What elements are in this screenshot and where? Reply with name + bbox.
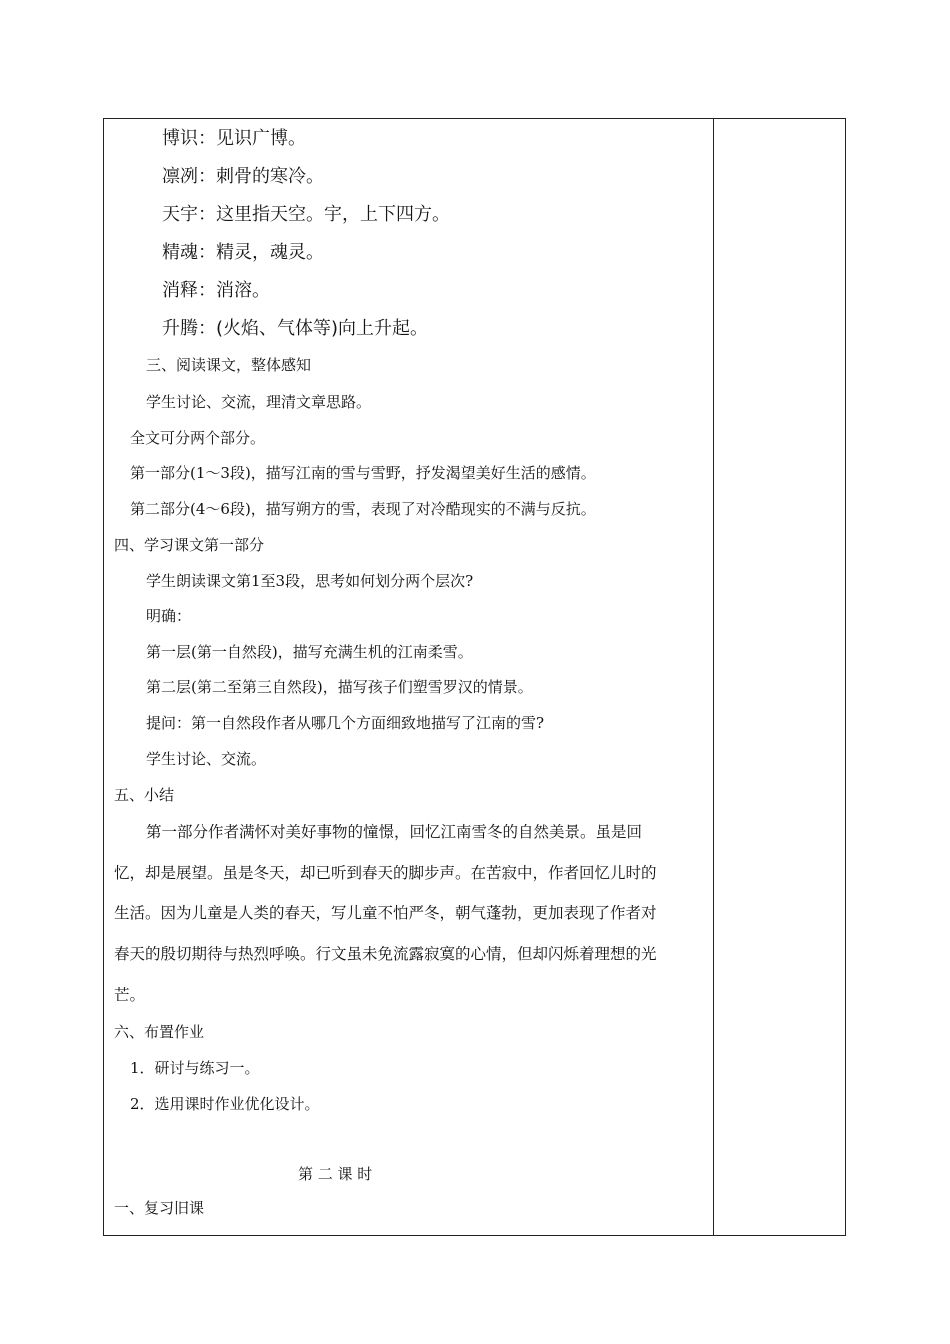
section-6-heading: 六、布置作业 xyxy=(114,1023,205,1041)
vocab-item-tianyu: 天宇：这里指天空。宇，上下四方。 xyxy=(162,204,450,225)
paragraph: 明确： xyxy=(146,607,192,625)
paragraph: 学生讨论、交流。 xyxy=(146,750,267,768)
paragraph: 全文可分两个部分。 xyxy=(130,429,266,447)
section-3-heading: 三、阅读课文，整体感知 xyxy=(146,356,312,374)
vocab-item-jinghun: 精魂：精灵，魂灵。 xyxy=(162,242,324,263)
lesson-2-first-heading: 一、复习旧课 xyxy=(114,1199,205,1217)
paragraph: 第一部分作者满怀对美好事物的憧憬，回忆江南雪冬的自然美景。虽是回 xyxy=(146,823,643,841)
paragraph: 春天的殷切期待与热烈呼唤。行文虽未免流露寂寞的心情，但却闪烁着理想的光 xyxy=(114,945,657,963)
lesson-2-title: 第 二 课 时 xyxy=(298,1165,373,1183)
paragraph: 提问：第一自然段作者从哪几个方面细致地描写了江南的雪? xyxy=(146,714,545,732)
table-column-divider xyxy=(713,118,714,1236)
vocab-item-boshi: 博识：见识广博。 xyxy=(162,128,306,149)
paragraph: 第一部分(1～3段)，描写江南的雪与雪野，抒发渴望美好生活的感情。 xyxy=(130,464,596,482)
section-5-heading: 五、小结 xyxy=(114,786,175,804)
vocab-item-shengteng: 升腾：(火焰、气体等)向上升起。 xyxy=(162,318,429,339)
homework-item: 2．选用课时作业优化设计。 xyxy=(130,1095,320,1113)
section-4-heading: 四、学习课文第一部分 xyxy=(114,536,265,554)
paragraph: 芒。 xyxy=(114,986,146,1004)
paragraph: 生活。因为儿童是人类的春天，写儿童不怕严冬，朝气蓬勃，更加表现了作者对 xyxy=(114,904,657,922)
paragraph: 学生讨论、交流，理清文章思路。 xyxy=(146,393,372,411)
vocab-item-linlie: 凛冽：刺骨的寒冷。 xyxy=(162,166,324,187)
paragraph: 第二部分(4～6段)，描写朔方的雪，表现了对冷酷现实的不满与反抗。 xyxy=(130,500,596,518)
paragraph: 忆，却是展望。虽是冬天，却已听到春天的脚步声。在苦寂中，作者回忆儿时的 xyxy=(114,864,657,882)
homework-item: 1．研讨与练习一。 xyxy=(130,1059,260,1077)
paragraph: 学生朗读课文第1至3段，思考如何划分两个层次? xyxy=(146,572,474,590)
paragraph: 第一层(第一自然段)，描写充满生机的江南柔雪。 xyxy=(146,643,473,661)
vocab-item-xiaoshi: 消释：消溶。 xyxy=(162,280,270,301)
paragraph: 第二层(第二至第三自然段)，描写孩子们塑雪罗汉的情景。 xyxy=(146,678,533,696)
